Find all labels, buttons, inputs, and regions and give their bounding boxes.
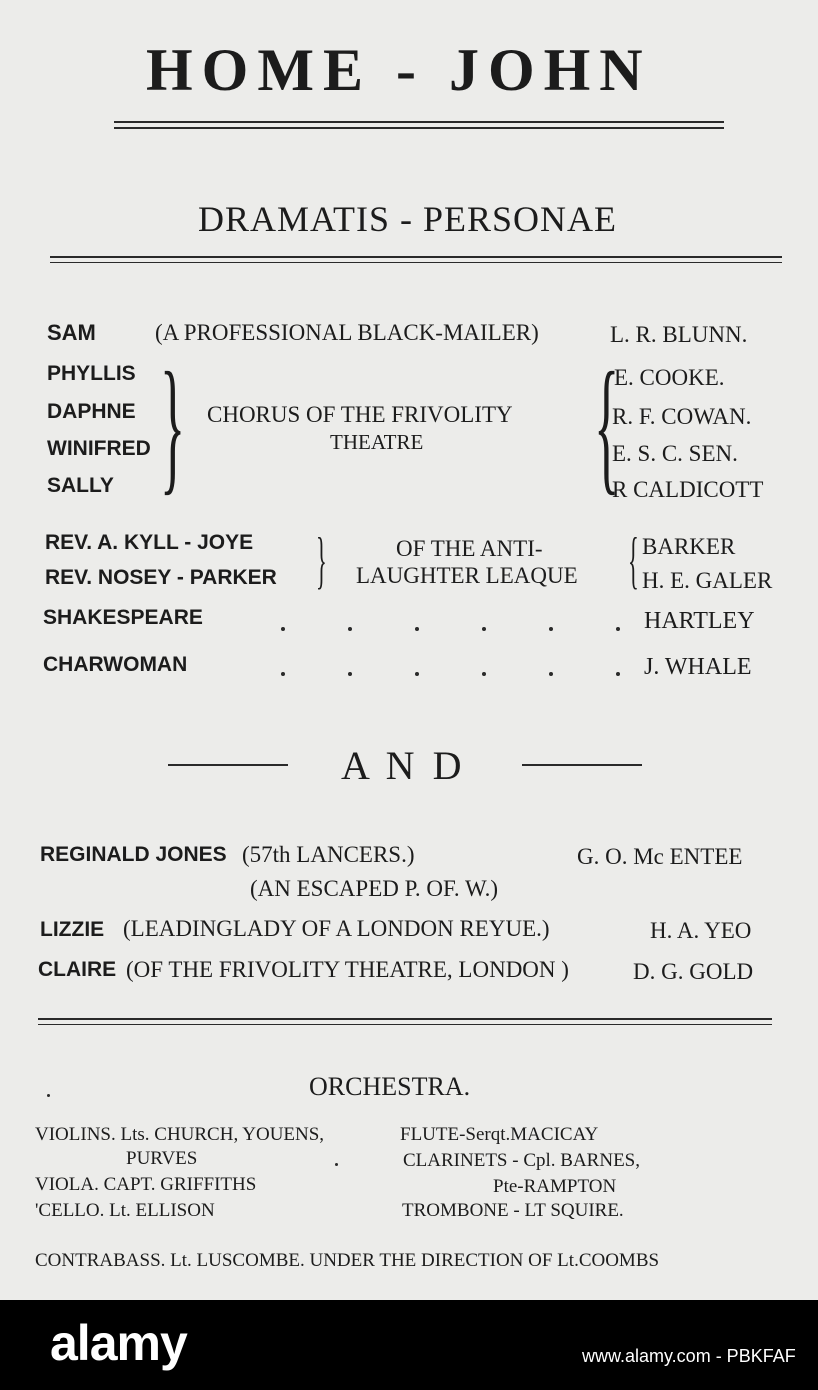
cast-actor-barker: BARKER (642, 534, 736, 559)
leader-dot (482, 627, 486, 631)
leader-dot (482, 672, 486, 676)
cast-name-winifred: WINIFRED (47, 437, 151, 460)
cast-name-nosey-parker: REV. NOSEY - PARKER (45, 566, 277, 589)
cast-name-claire: CLAIRE (38, 958, 117, 981)
cast-actor-galer: H. E. GALER (642, 568, 773, 593)
cast-name-charwoman: CHARWOMAN (43, 653, 188, 676)
cast-desc-lizzie: (LEADINGLADY OF A LONDON REYUE.) (123, 916, 550, 941)
cast-name-lizzie: LIZZIE (40, 918, 105, 941)
page-title: HOME - JOHN (146, 37, 652, 103)
cast-actor-cooke: E. COOKE. (614, 365, 725, 390)
orchestra-right-line3: Pte-RAMPTON (493, 1176, 617, 1197)
cast-desc-sam: (A PROFESSIONAL BLACK-MAILER) (155, 320, 539, 345)
leader-dot (616, 672, 620, 676)
watermark-brand-logo: alamy (50, 1315, 187, 1371)
leader-dot (281, 672, 285, 676)
title-underline-2 (114, 127, 724, 129)
stray-dot (47, 1094, 50, 1097)
leader-dot (616, 627, 620, 631)
leader-dot (348, 627, 352, 631)
divider-bottom (38, 1018, 772, 1020)
cast-name-sam: SAM (47, 320, 96, 345)
left-brace-chorus: } (160, 342, 186, 508)
cast-actor-hartley: HARTLEY (644, 608, 755, 634)
and-rule-right (522, 764, 642, 766)
cast-name-phyllis: PHYLLIS (47, 362, 136, 385)
divider-top-2 (50, 262, 782, 263)
orchestra-left-line3: VIOLA. CAPT. GRIFFITHS (35, 1174, 257, 1195)
cast-name-reginald-jones: REGINALD JONES (40, 843, 227, 866)
cast-actor-mc-entee: G. O. Mc ENTEE (577, 844, 743, 869)
cast-actor-sam: L. R. BLUNN. (610, 322, 748, 347)
cast-actor-caldicott: R CALDICOTT (612, 477, 764, 502)
chorus-desc-line2: THEATRE (330, 430, 424, 454)
leader-dot (549, 672, 553, 676)
right-brace-rev: { (628, 524, 639, 595)
divider-top (50, 256, 782, 258)
orchestra-right-line2: CLARINETS - Cpl. BARNES, (403, 1150, 640, 1171)
leader-dot (281, 627, 285, 631)
watermark-url: www.alamy.com - PBKFAF (582, 1346, 796, 1366)
right-brace-chorus: { (594, 342, 620, 508)
left-brace-rev: } (316, 524, 327, 595)
leader-dot (415, 672, 419, 676)
leader-dot (348, 672, 352, 676)
orchestra-heading: ORCHESTRA. (309, 1072, 471, 1101)
cast-actor-yeo: H. A. YEO (650, 918, 752, 943)
cast-desc2-reginald: (AN ESCAPED P. OF. W.) (250, 876, 499, 901)
rev-desc-line2: LAUGHTER LEAQUE (356, 563, 578, 588)
cast-desc-claire: (OF THE FRIVOLITY THEATRE, LONDON ) (126, 957, 569, 982)
cast-actor-whale: J. WHALE (644, 654, 752, 680)
cast-actor-gold: D. G. GOLD (633, 959, 754, 984)
stray-dot (335, 1163, 338, 1166)
rev-desc-line1: OF THE ANTI- (396, 536, 543, 561)
cast-name-shakespeare: SHAKESPEARE (43, 606, 203, 629)
and-heading: A N D (341, 743, 466, 788)
and-rule-left (168, 764, 288, 766)
orchestra-right-line4: TROMBONE - LT SQUIRE. (402, 1200, 624, 1221)
cast-desc-reginald: (57th LANCERS.) (242, 842, 415, 867)
leader-dot (549, 627, 553, 631)
divider-bottom-2 (38, 1024, 772, 1025)
cast-actor-cowan: R. F. COWAN. (612, 404, 752, 429)
section-heading-dramatis-personae: DRAMATIS - PERSONAE (198, 199, 618, 239)
orchestra-left-line4: 'CELLO. Lt. ELLISON (35, 1200, 215, 1221)
chorus-desc-line1: CHORUS OF THE FRIVOLITY (207, 402, 513, 427)
orchestra-left-line2: PURVES (126, 1148, 198, 1169)
leader-dot (415, 627, 419, 631)
orchestra-right-line1: FLUTE-Serqt.MACICAY (400, 1124, 599, 1145)
watermark-bar (0, 1300, 818, 1390)
cast-name-sally: SALLY (47, 474, 114, 497)
cast-actor-sen: E. S. C. SEN. (612, 441, 738, 466)
orchestra-footer-line: CONTRABASS. Lt. LUSCOMBE. UNDER THE DIRECTION OF Lt.COOMBS (35, 1250, 660, 1271)
title-underline (114, 121, 724, 123)
orchestra-left-line1: VIOLINS. Lts. CHURCH, YOUENS, (35, 1124, 325, 1145)
cast-name-daphne: DAPHNE (47, 400, 136, 423)
cast-name-kyll-joye: REV. A. KYLL - JOYE (45, 531, 254, 554)
